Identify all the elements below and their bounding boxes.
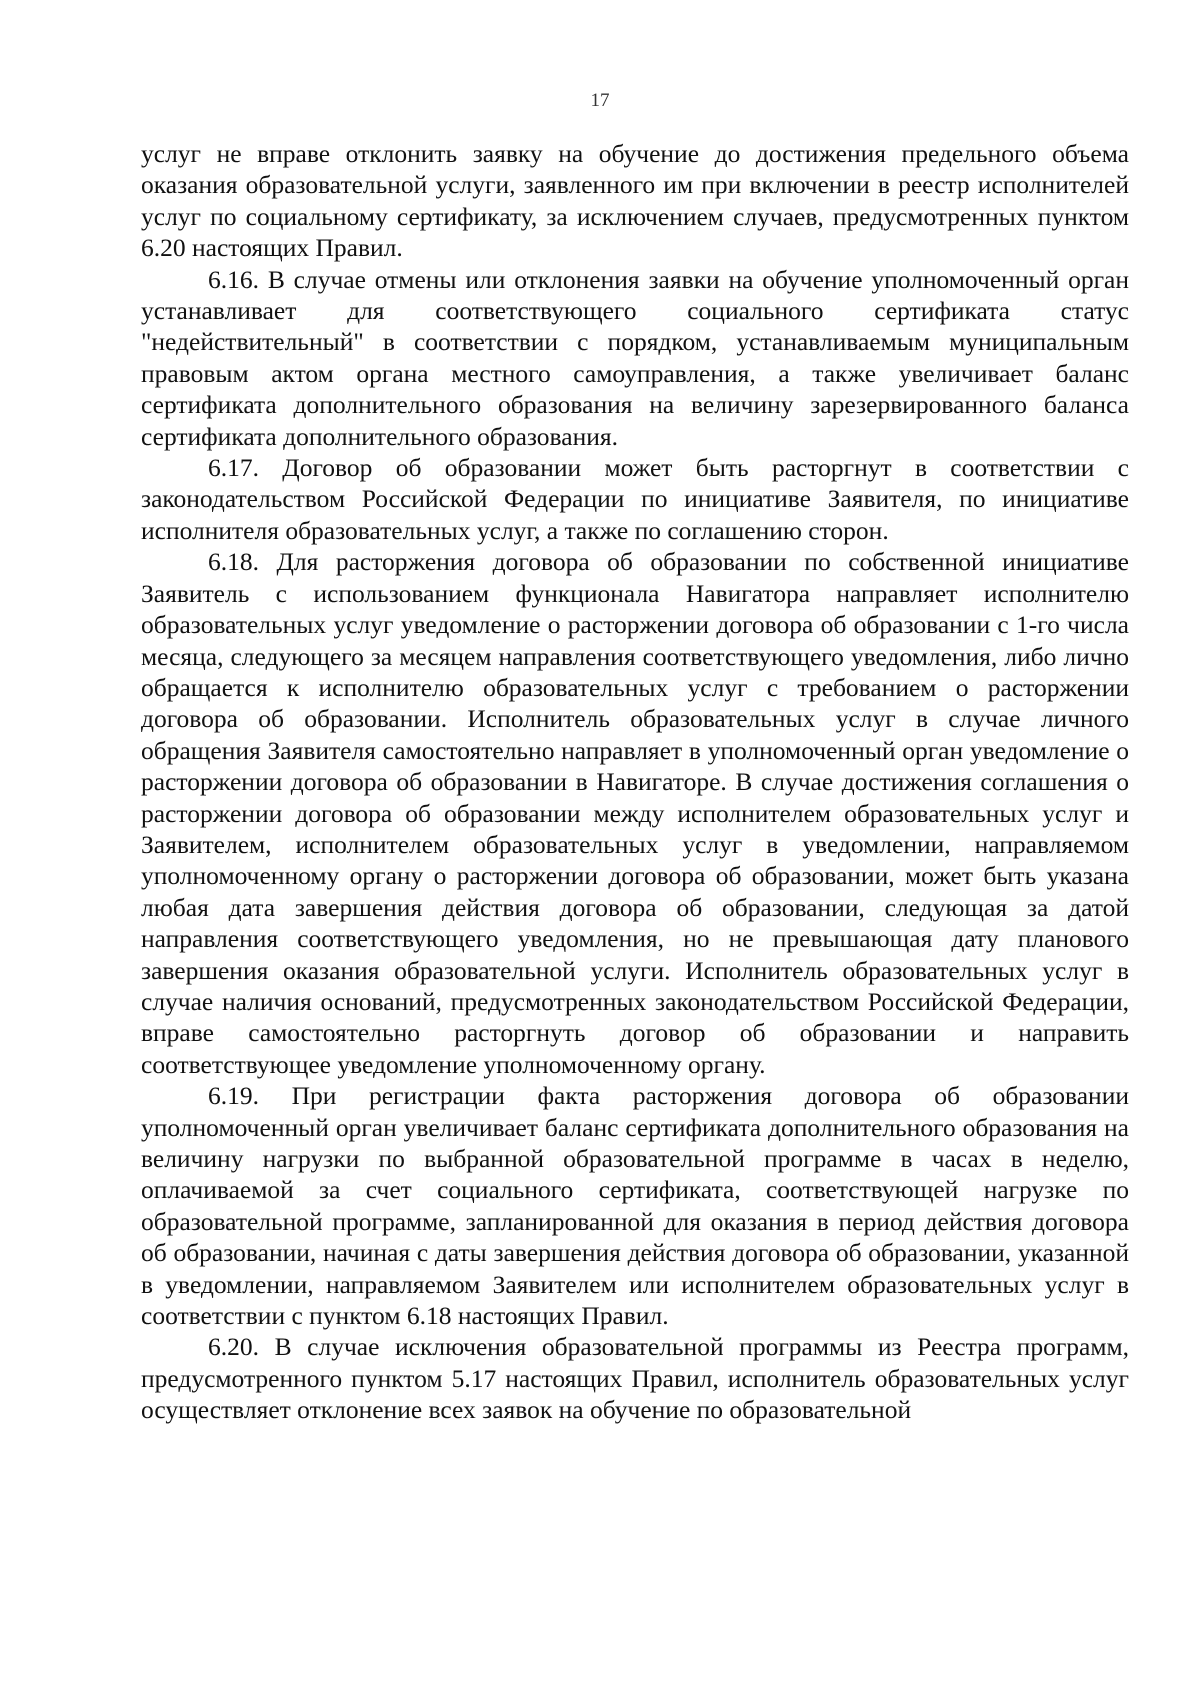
paragraph-6-16: 6.16. В случае отмены или отклонения заявки на обучение уполномоченный орган устанавливает для соответствующего социального сертификата статус "недействительный" в соответствии с порядком, устанавливаемым муниципальным правовым актом органа местного самоуправления, а также увеличивает баланс сертификата дополнительного образования на величину зарезервированного баланса сертификата дополнительного образования. [141,264,1129,451]
paragraph-continuation: услуг не вправе отклонить заявку на обучение до достижения предельного объема оказания образовательной услуги, заявленного им при включении в реестр исполнителей услуг по социальному сертификату, за исключением случаев, предусмотренных пунктом 6.20 настоящих Правил. [141,139,1129,263]
paragraph-6-17: 6.17. Договор об образовании может быть расторгнут в соответствии с законодательством Российской Федерации по инициативе Заявителя, по инициативе исполнителя образовательных услуг, а также по соглашению сторон. [141,453,1129,545]
page-number: 17 [590,90,610,111]
paragraph-6-20: 6.20. В случае исключения образовательной программы из Реестра программ, предусмотренного пунктом 5.17 настоящих Правил, исполнитель образовательных услуг осуществляет отклонение всех заявок на обучение по образовательной [141,1332,1129,1425]
paragraph-6-18: 6.18. Для расторжения договора об образовании по собственной инициативе Заявитель с использованием функционала Навигатора направляет исполнителю образовательных услуг уведомление о расторжении договора об образовании с 1-го числа месяца, следующего за месяцем направления соответствующего уведомления, либо лично обращается к исполнителю образовательных услуг с требованием о расторжении договора об образовании. Исполнитель образовательных услуг в случае личного обращения Заявителя самостоятельно направляет в уполномоченный орган уведомление о расторжении договора об образовании в Навигаторе. В случае достижения соглашения о расторжении договора об образовании между исполнителем образовательных услуг и Заявителем, исполнителем образовательных услуг в уведомлении, направляемом уполномоченному органу о расторжении договора об образовании, может быть указана любая дата завершения действия договора об образовании, следующая за датой направления соответствующего уведомления, но не превышающая дату планового завершения оказания образовательной услуги. Исполнитель образовательных услуг в случае наличия оснований, предусмотренных законодательством Российской Федерации, вправе самостоятельно расторгнуть договор об образовании и направить соответствующее уведомление уполномоченному органу. [141,547,1129,1079]
document-body [141,138,1129,1426]
paragraph-6-19: 6.19. При регистрации факта расторжения договора об образовании уполномоченный орган увеличивает баланс сертификата дополнительного образования на величину нагрузки по выбранной образовательной программе в часах в неделю, оплачиваемой за счет социального сертификата, соответствующей нагрузке по образовательной программе, запланированной для оказания в период действия договора об образовании, начиная с даты завершения действия договора об образовании, указанной в уведомлении, направляемом Заявителем или исполнителем образовательных услуг в соответствии с пунктом 6.18 настоящих Правил. [141,1081,1129,1331]
